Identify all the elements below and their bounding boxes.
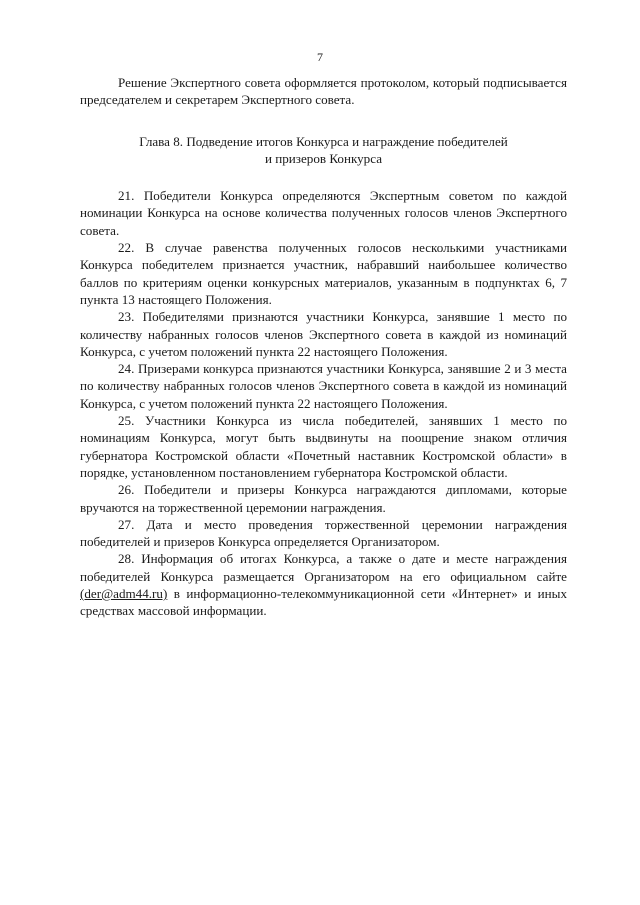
chapter-heading-line-2: и призеров Конкурса [264,150,383,166]
paragraph-26: 26. Победители и призеры Конкурса награждаются дипломами, которые вручаются на торжественной церемонии награждения. [80,482,567,515]
paragraph-23: 23. Победителями признаются участники Конкурса, занявшие 1 место по количеству набранных голосов членов Экспертного совета в каждой из номинаций Конкурса, с учетом положений пункта 22 настоящего Положения. [80,309,567,359]
chapter-heading [80,133,567,168]
paragraph-21: 21. Победители Конкурса определяются Экспертным советом по каждой номинации Конкурса на основе количества полученных голосов членов Экспертного совета. [80,188,567,238]
paragraph-24: 24. Призерами конкурса признаются участники Конкурса, занявшие 2 и 3 места по количеству набранных голосов членов Экспертного совета в каждой из номинаций Конкурса, с учетом положений пункта 22 настоящего Положения. [80,361,567,411]
website-link[interactable]: (der@adm44.ru) [80,586,168,602]
paragraph-28 [80,550,567,619]
intro-paragraph: Решение Экспертного совета оформляется протоколом, который подписывается председателем и секретарем Экспертного совета. [80,75,567,108]
chapter-heading-line-1: Глава 8. Подведение итогов Конкурса и награждение победителей [139,133,508,149]
paragraph-28-text-after-link: в информационно-телекоммуникационной сети «Интернет» и иных средствах массовой информации. [80,586,567,619]
paragraph-27: 27. Дата и место проведения торжественной церемонии награждения победителей и призеров Конкурса определяется Организатором. [80,516,567,550]
page-number: 7 [317,50,323,64]
paragraph-28-text-before-link: 28. Информация об итогах Конкурса, а также о дате и месте награждения победителей Конкурса размещается Организатором на его официальном сайте [80,551,567,584]
document-body [80,74,567,620]
paragraph-25: 25. Участники Конкурса из числа победителей, занявших 1 место по номинациям Конкурса, могут быть выдвинуты на поощрение знаком отличия губернатора Костромской области «Почетный наставник Костромской области» в порядке, установленном постановлением губернатора Костромской области. [80,413,567,480]
paragraph-22: 22. В случае равенства полученных голосов несколькими участниками Конкурса победителем признается участник, набравший наибольшее количество баллов по критериям оценки конкурсных материалов, указанным в подпунктах 6, 7 пункта 13 настоящего Положения. [80,240,567,307]
